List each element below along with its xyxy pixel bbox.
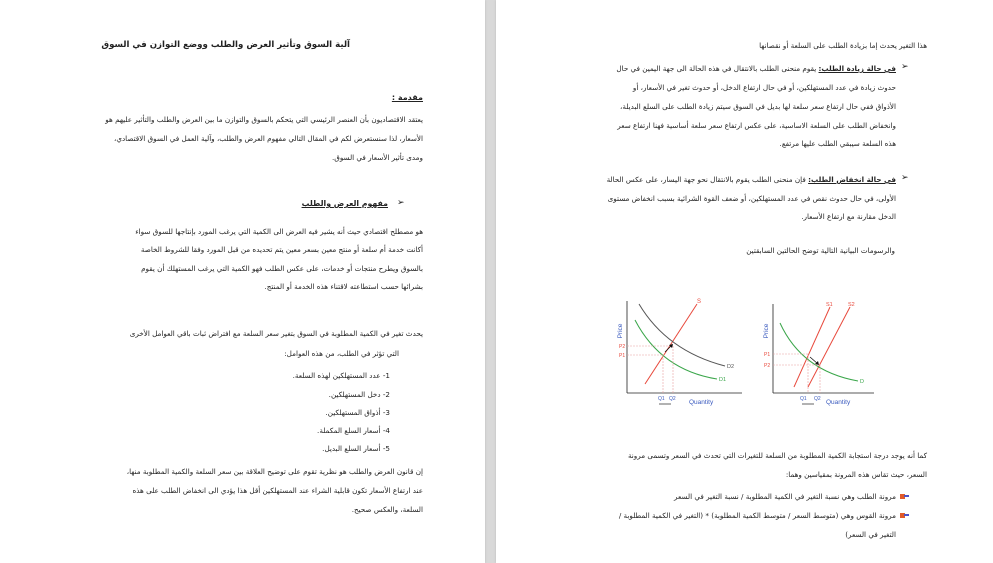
- intro-heading: مقدمة :: [391, 93, 423, 102]
- decrease-paragraph-first: [607, 175, 896, 184]
- decrease-line: فإن منحنى الطلب يقوم بالانتقال نحو جهة اليسار، على عكس الحالة: [606, 175, 806, 184]
- concept-heading: مفهوم العرض والطلب: [301, 199, 388, 208]
- factor-item: 4- أسعار السلع المكملة.: [317, 426, 390, 435]
- demand-increase-chart: [617, 296, 747, 411]
- factor-item: 3- أذواق المستهلكين.: [325, 408, 390, 417]
- decrease-line: الأولى، في حال حدوث نقص في عدد المستهلكين، أو ضعف القوة الشرائية بسبب انخفاض مستوى: [607, 194, 896, 203]
- demand-intro-line: يحدث تغير في الكمية المطلوبة في السوق بتغير سعر السلعة مع افتراض ثبات باقي العوامل الأخرى: [129, 329, 423, 338]
- intro-line: يعتقد الاقتصاديون بأن العنصر الرئيسي التي يتحكم بالسوق والتوازن ما بين العرض والطلب والتأثير عليهم هو: [105, 115, 423, 124]
- increase-line: الأذواق ففي حال ارتفاع سعر سلعة لها بديل في السوق سيتم زيادة الطلب على السلع البديلة،: [620, 102, 896, 111]
- arrow-bullet-icon: ➢: [901, 173, 909, 183]
- factor-item: 2- دخل المستهلكين.: [328, 390, 390, 399]
- series-label-d1: D1: [719, 377, 727, 383]
- measure-item: مرونة الطلب وهي نسبة التغير في الكمية المطلوبة / نسبة التغير في السعر: [674, 492, 896, 501]
- pointing-hand-bullet-icon: [900, 492, 909, 500]
- pointing-hand-bullet-icon: [900, 511, 909, 519]
- increase-line: حدوث زيادة في عدد المستهلكين، أو في حال ارتفاع الدخل، أو حدوث تغير في الأسعار، أو: [632, 83, 896, 92]
- increase-line: هذه السلعة سيبقي الطلب عليها مرتفع.: [779, 139, 896, 148]
- y-tick-p1: P1: [619, 353, 626, 359]
- elasticity-line: كما أنه يوجد درجة استجابة الكمية المطلوبة من السلعة للتغيرات التي تحدث في السعر وتسمى مرونة: [627, 451, 927, 460]
- x-tick-q1: Q1: [658, 396, 665, 402]
- y-axis-label: Price: [617, 323, 624, 339]
- factor-item: 5- أسعار السلع البديل.: [322, 444, 390, 453]
- series-label-d2: D2: [727, 364, 735, 370]
- concept-line: هو مصطلح اقتصادي حيث أنه يشير فيه العرض الى الكمية التي يرغب المورد بإنتاجها للسوق سواء: [135, 227, 423, 236]
- page-title: آلية السوق وتأثير العرض والطلب ووضع التوازن في السوق: [101, 40, 350, 50]
- decrease-label: في حالة انخفاض الطلب:: [808, 175, 896, 184]
- law-line: السلعة، والعكس صحيح.: [351, 505, 423, 514]
- factor-item: 1- عدد المستهلكين لهذه السلعة.: [292, 371, 390, 380]
- x-tick-q2: Q2: [814, 396, 821, 402]
- arrow-bullet-icon: ➢: [901, 62, 909, 72]
- supply-curve-s1: [794, 307, 830, 387]
- y-tick-p1: P1: [764, 352, 771, 358]
- increase-line: وانخفاض الطلب على السلعة الاساسية، على عكس ارتفاع سعر سلعة أساسية فهنا ارتفاع سعر: [617, 121, 896, 130]
- y-tick-p2: P2: [764, 363, 771, 369]
- law-line: إن قانون العرض والطلب هو نظرية تقوم على توضيح العلاقة بين سعر السلعة والكمية المطلوبة منها،: [126, 467, 423, 476]
- concept-line: أكانت خدمة أم سلعة أو منتج معين بسعر معين يتم تحديده من قبل المورد وفقا للشروط الخاصة: [140, 245, 423, 254]
- series-label-s: S: [697, 299, 702, 305]
- demand-curve-d2: [639, 304, 725, 366]
- supply-curve-s2: [808, 307, 850, 387]
- demand-intro-line: التي تؤثر في الطلب، من هذه العوامل:: [284, 349, 399, 358]
- concept-line: بشرائها حسب استطاعته لاقتناء هذه الخدمة أو المنتج.: [264, 282, 423, 291]
- increase-line: يقوم منحنى الطلب بالانتقال في هذه الحالة الى جهة اليمين في حال: [616, 64, 817, 73]
- series-label-d: D: [860, 379, 864, 385]
- demand-curve-d1: [635, 320, 717, 379]
- intro-line: ومدى تأثير الأسعار في السوق.: [331, 153, 423, 162]
- increase-label: في حالة زيادة الطلب:: [818, 64, 896, 73]
- document-page-left: [0, 0, 485, 563]
- y-tick-p2: P2: [619, 344, 626, 350]
- arrow-bullet-icon: ➢: [397, 198, 405, 208]
- measure-item: مرونة القوس وهي (متوسط السعر / متوسط الكمية المطلوبة) * (التغير في الكمية المطلوبة /: [618, 511, 896, 520]
- x-axis-label: Quantity: [826, 399, 851, 406]
- increase-paragraph-first: [616, 64, 896, 73]
- measure-item-continued: التغير في السعر): [845, 530, 896, 539]
- supply-shift-chart: [762, 299, 882, 411]
- x-tick-q2: Q2: [669, 396, 676, 402]
- graphs-caption: والرسومات البيانية التالية توضح الحالتين السابقتين: [746, 246, 895, 255]
- series-label-s2: S2: [848, 302, 855, 308]
- top-line: هذا التغير يحدث إما بزيادة الطلب على السلعة أو نقصانها: [759, 41, 927, 50]
- x-axis-label: Quantity: [689, 399, 714, 406]
- elasticity-line: السعر، حيث تقاس هذه المرونة بمقياسين وهما:: [785, 470, 927, 479]
- supply-curve-s: [645, 304, 697, 384]
- x-tick-q1: Q1: [800, 396, 807, 402]
- decrease-line: الدخل مقارنة مع ارتفاع الأسعار.: [801, 212, 896, 221]
- intro-line: الأسعار، لذا سنستعرض لكم في المقال التالي مفهوم العرض والطلب، وآلية العمل في السوق الاقتصادي،: [114, 134, 423, 143]
- concept-line: بالسوق ويطرح منتجات أو خدمات، على عكس الطلب فهو الكمية التي يرغب المستهلك أن يقوم: [141, 264, 423, 273]
- series-label-s1: S1: [826, 302, 833, 308]
- document-page-right: [496, 0, 993, 563]
- law-line: عند ارتفاع الأسعار تكون قابلية الشراء عند المستهلكين أقل هذا يؤدي الى انخفاض الطلب على هذه: [132, 486, 423, 495]
- y-axis-label: Price: [763, 323, 770, 339]
